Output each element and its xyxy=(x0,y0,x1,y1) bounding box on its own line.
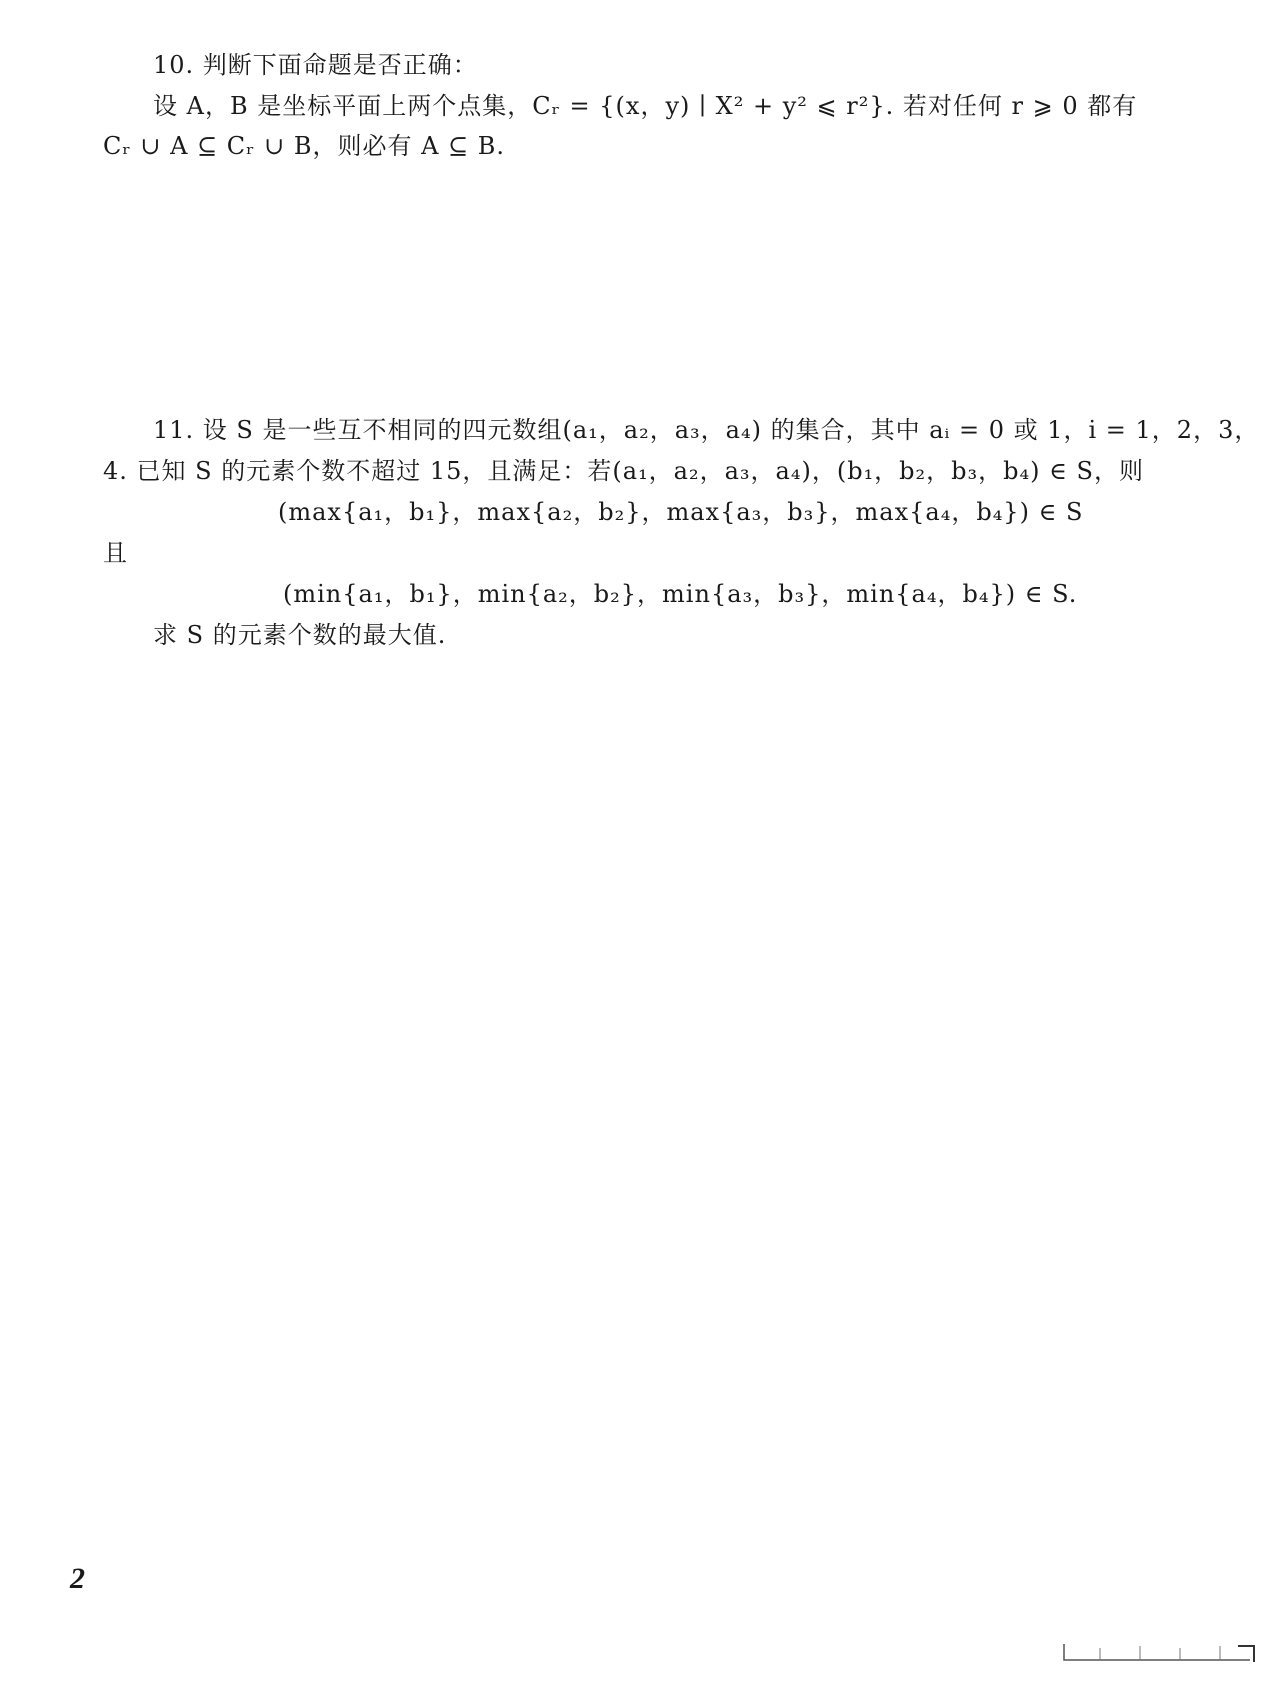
problem-11-statement-line-2: 4. 已知 S 的元素个数不超过 15，且满足：若(a₁，a₂，a₃，a₄)，(b₁，b₂，b₃，b₄) ∈ S，则 xyxy=(103,457,1144,485)
problem-10-heading: 10. 判断下面命题是否正确： xyxy=(153,51,478,79)
scan-edge-mark xyxy=(1060,1640,1260,1666)
page-number: 2 xyxy=(70,1562,85,1595)
problem-11-max-formula: (max{a₁，b₁}，max{a₂，b₂}，max{a₃，b₃}，max{a₄，b₄}) ∈ S xyxy=(278,498,1084,526)
problem-11-statement-line-1: 11. 设 S 是一些互不相同的四元数组(a₁，a₂，a₃，a₄) 的集合，其中 aᵢ = 0 或 1，i = 1，2，3， xyxy=(153,416,1260,444)
problem-10-statement-line-1: 设 A，B 是坐标平面上两个点集，Cᵣ = {(x，y) ∣ X² + y² ⩽ r²}. 若对任何 r ⩾ 0 都有 xyxy=(153,92,1138,120)
problem-11-connector: 且 xyxy=(103,539,128,567)
problem-11-min-formula: (min{a₁，b₁}，min{a₂，b₂}，min{a₃，b₃}，min{a₄，b₄}) ∈ S. xyxy=(283,580,1078,608)
problem-11-question: 求 S 的元素个数的最大值. xyxy=(153,621,447,649)
problem-10-statement-line-2: Cᵣ ∪ A ⊆ Cᵣ ∪ B，则必有 A ⊆ B. xyxy=(103,132,506,160)
